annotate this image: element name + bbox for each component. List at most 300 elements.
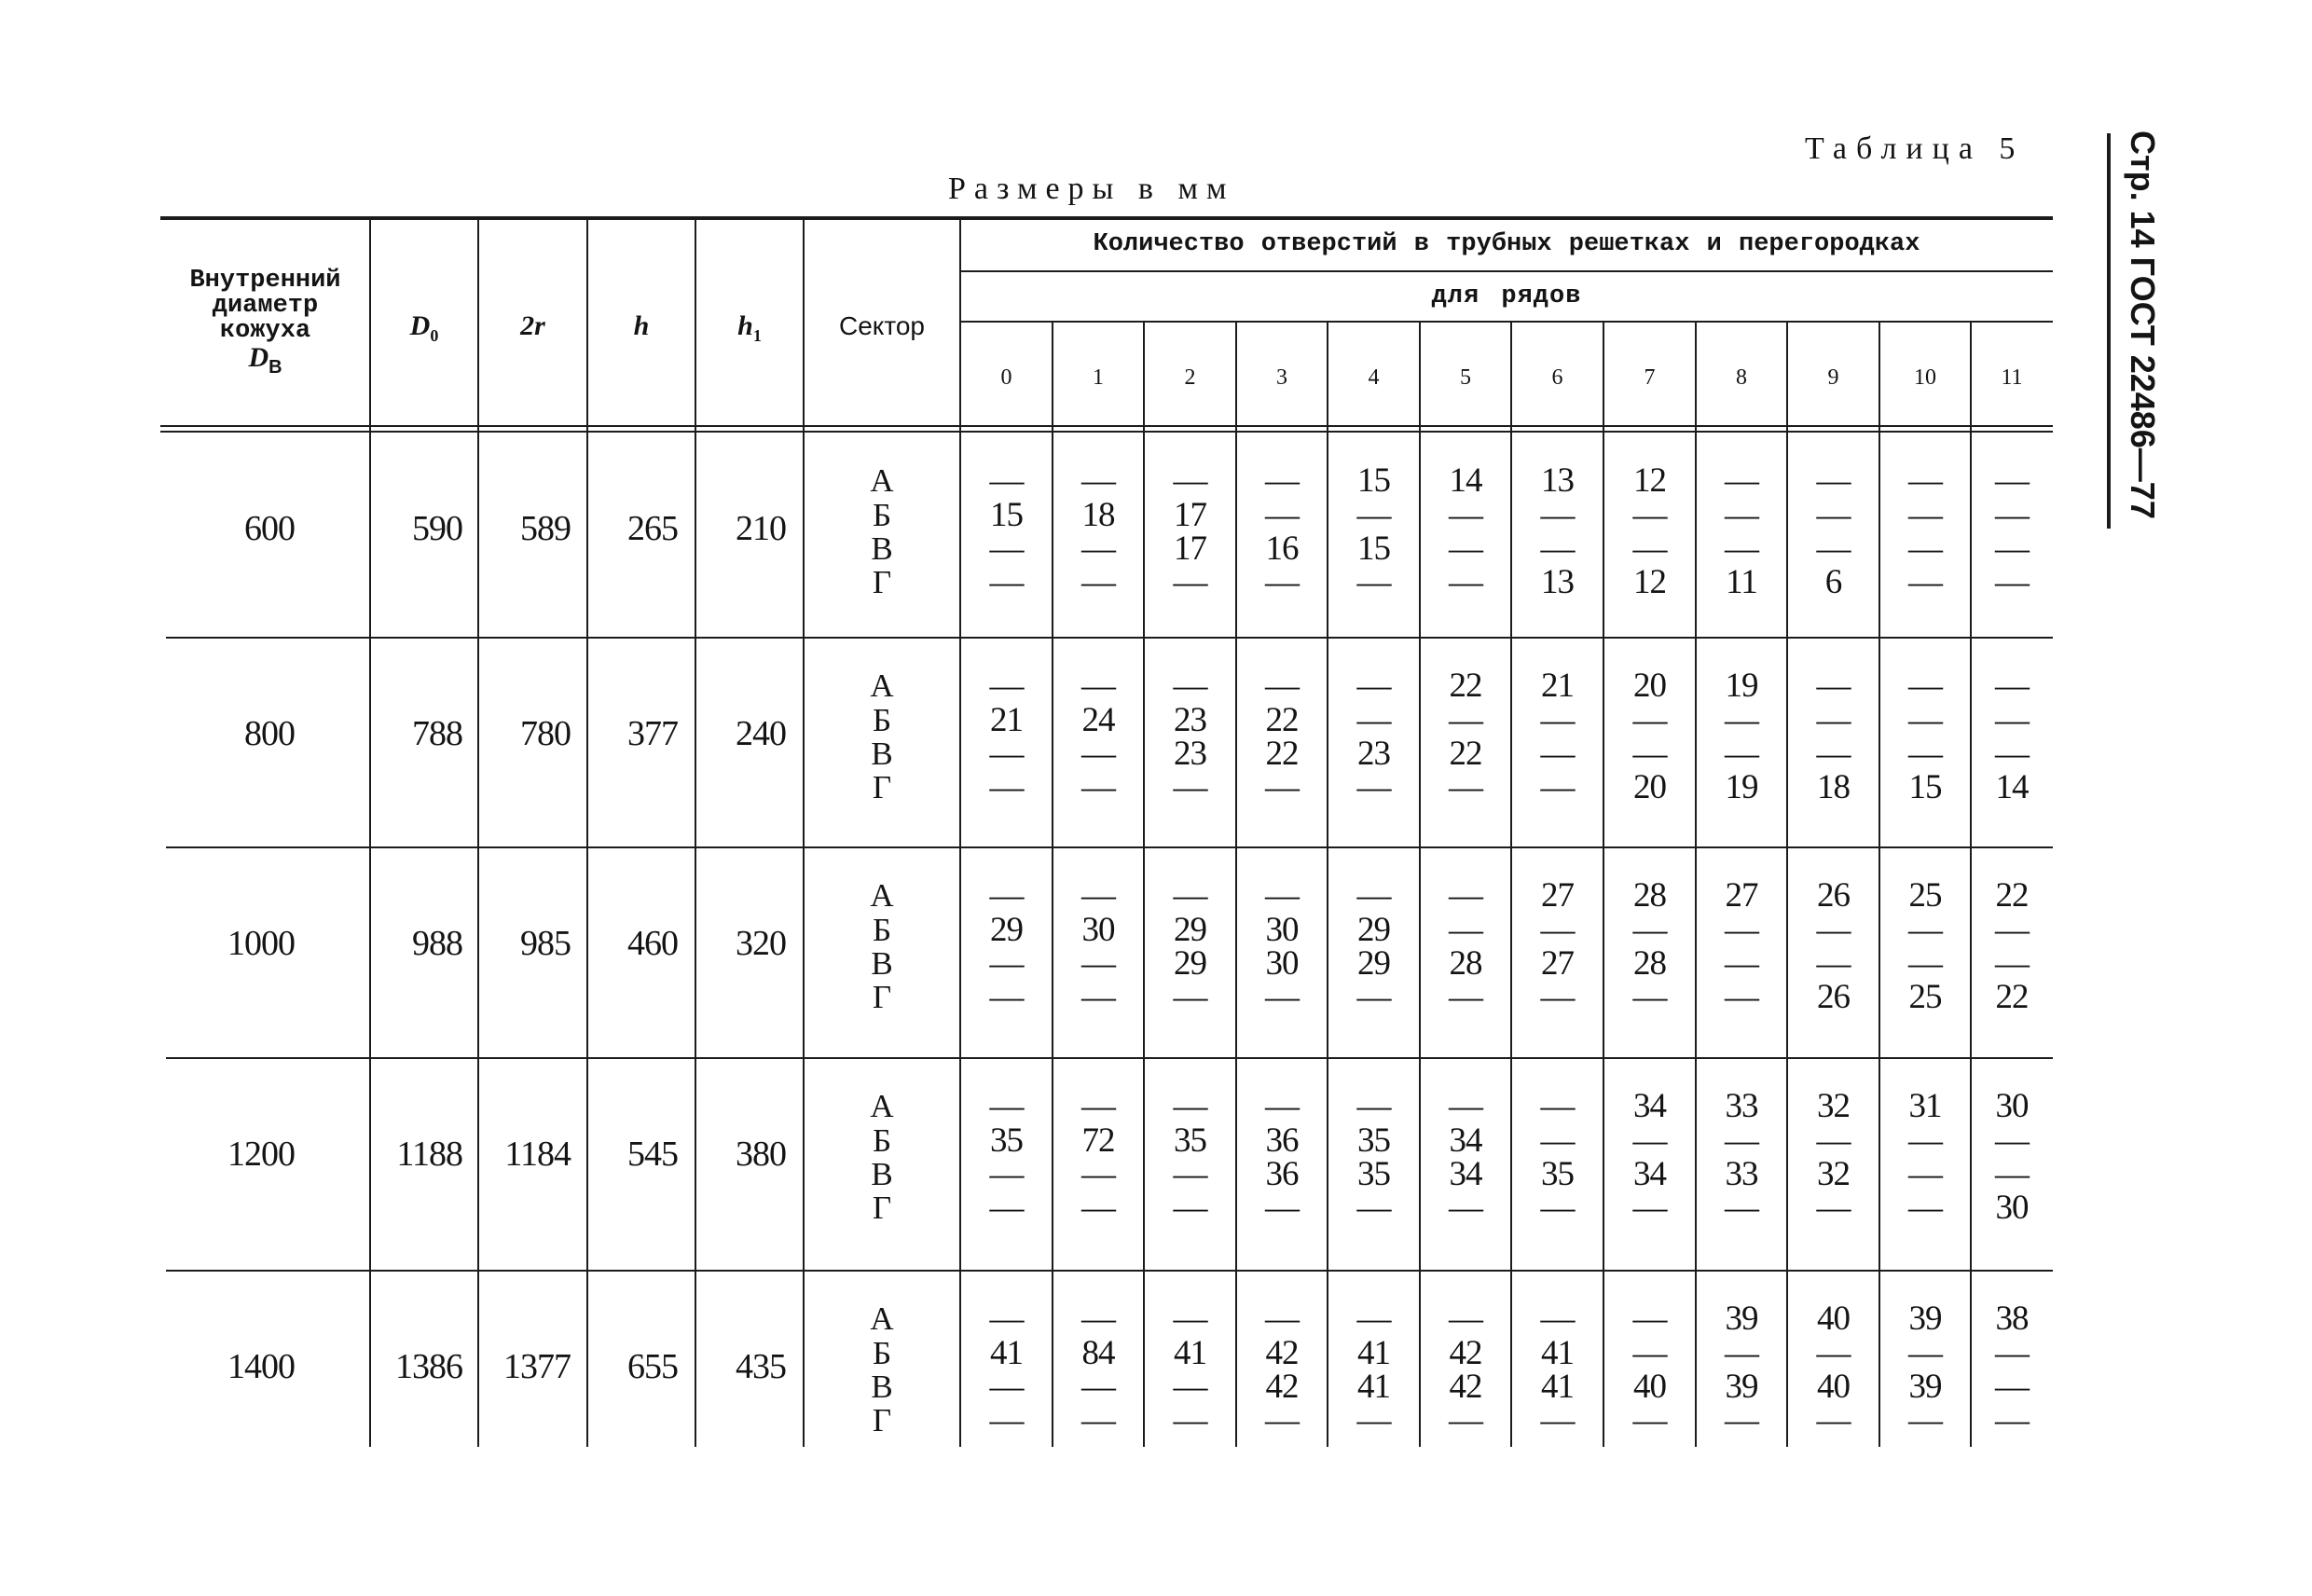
symbol-subscript: 1 [752, 326, 762, 345]
hole-count-cell: — [1908, 563, 1942, 601]
hole-count-cell: 15 [1357, 461, 1390, 500]
hole-count-cell: 14 [1449, 461, 1482, 500]
hole-count-cell: 42 [1265, 1368, 1299, 1406]
column-divider [1510, 323, 1512, 1447]
d0-value: 590 [412, 509, 462, 548]
hole-count-cell: 29 [1174, 944, 1206, 983]
hole-count-cell: — [1725, 701, 1758, 739]
hole-count-cell: 18 [1081, 496, 1115, 534]
hole-count-cell: 19 [1725, 768, 1758, 806]
table-row [160, 1058, 2053, 1271]
h1-value: 240 [736, 714, 786, 753]
hole-count-cell: — [1449, 701, 1482, 739]
hole-count-cell: 42 [1265, 1334, 1299, 1372]
hole-count-cell: 28 [1449, 944, 1482, 983]
hole-count-cell: — [1816, 735, 1851, 773]
hole-count-cell: 20 [1633, 768, 1666, 806]
hole-count-cell: 17 [1174, 530, 1206, 568]
inner-diameter-value: 600 [244, 509, 295, 548]
header-text-line: кожуха [219, 317, 311, 345]
hole-count-cell: — [1725, 944, 1758, 983]
hole-count-cell: — [1356, 768, 1391, 806]
hole-count-cell: — [1081, 563, 1115, 601]
h-value: 265 [627, 509, 678, 548]
hole-count-cell: 84 [1081, 1334, 1115, 1372]
hole-count-cell: — [989, 1368, 1024, 1406]
hole-count-cell: — [1356, 1087, 1391, 1125]
symbol-letter: D [248, 342, 269, 373]
hole-count-cell: 34 [1633, 1155, 1666, 1193]
hole-count-cell: — [1173, 1189, 1207, 1227]
hole-count-cell: — [1995, 496, 2029, 534]
two-r-value: 985 [520, 924, 571, 963]
hole-count-cell: 30 [1995, 1189, 2029, 1227]
hole-count-cell: — [1540, 1401, 1575, 1439]
two-r-value: 589 [520, 509, 571, 548]
sector-label: А [870, 667, 894, 704]
hole-count-cell: — [989, 768, 1024, 806]
hole-count-cell: 13 [1541, 563, 1574, 601]
hole-count-cell: 38 [1995, 1300, 2029, 1338]
symbol-letter: h [737, 310, 753, 341]
hole-count-cell: — [1356, 563, 1391, 601]
hole-count-cell: — [1265, 1401, 1299, 1439]
two-r-header: 2r [520, 310, 545, 341]
hole-count-cell: — [989, 1155, 1024, 1193]
sector-label: Г [872, 769, 892, 805]
hole-count-cell: 39 [1725, 1300, 1758, 1338]
row-number-label: 0 [1000, 365, 1012, 390]
header-count-rule [960, 270, 2053, 272]
hole-count-cell: — [1632, 1300, 1667, 1338]
hole-count-cell: — [1995, 911, 2029, 949]
hole-count-cell: — [1265, 461, 1299, 500]
h1-value: 380 [736, 1135, 786, 1174]
hole-count-cell: — [1816, 944, 1851, 983]
hole-count-cell: — [1995, 1155, 2029, 1193]
hole-count-cell: — [1081, 1401, 1115, 1439]
h-value: 545 [627, 1135, 678, 1174]
h1-value: 320 [736, 924, 786, 963]
hole-count-header: Количество отверстий в трубных решетках и перегородках [1093, 230, 1920, 258]
column-divider [1695, 323, 1697, 1447]
hole-count-cell: 15 [1357, 530, 1390, 568]
hole-count-cell: — [1449, 911, 1482, 949]
hole-count-cell: — [1540, 735, 1575, 773]
hole-count-cell: — [1173, 978, 1207, 1016]
hole-count-cell: — [1816, 530, 1851, 568]
hole-count-cell: — [1081, 1300, 1115, 1338]
hole-count-cell: — [1356, 1189, 1391, 1227]
hole-count-cell: 35 [1174, 1121, 1206, 1160]
hole-count-cell: — [1995, 1334, 2029, 1372]
header-bottom-rule [160, 425, 2053, 427]
hole-count-cell: — [989, 1401, 1024, 1439]
hole-count-cell: — [1081, 461, 1115, 500]
inner-diameter-value: 1400 [227, 1347, 295, 1386]
hole-count-cell: 23 [1174, 701, 1206, 739]
d0-value: 1386 [395, 1347, 462, 1386]
hole-count-cell: — [1081, 978, 1115, 1016]
hole-count-cell: — [1449, 876, 1482, 915]
hole-count-cell: — [1449, 978, 1482, 1016]
hole-count-cell: 22 [1995, 876, 2029, 915]
row-number-label: 9 [1827, 365, 1839, 390]
hole-count-cell: — [989, 1300, 1024, 1338]
hole-count-cell: 26 [1817, 978, 1850, 1016]
table-row [160, 638, 2053, 847]
hole-count-cell: — [1173, 1155, 1207, 1193]
row-number-label: 11 [2001, 365, 2023, 390]
table-row [160, 1271, 2053, 1445]
hole-count-cell: — [1449, 1300, 1482, 1338]
sector-label: В [871, 945, 893, 982]
sector-label: Г [872, 564, 892, 600]
hole-count-cell: — [1540, 1087, 1575, 1125]
hole-count-cell: — [1725, 978, 1758, 1016]
hole-count-cell: — [1540, 911, 1575, 949]
hole-count-cell: 39 [1908, 1368, 1942, 1406]
hole-count-cell: 22 [1449, 735, 1482, 773]
hole-count-cell: — [1725, 1121, 1758, 1160]
hole-count-cell: — [1173, 1368, 1207, 1406]
hole-count-cell: 32 [1817, 1155, 1850, 1193]
hole-count-cell: 13 [1541, 461, 1574, 500]
row-number-label: 4 [1368, 365, 1380, 390]
hole-count-cell: — [1540, 701, 1575, 739]
hole-count-cell: 35 [1357, 1121, 1390, 1160]
hole-count-cell: — [1908, 701, 1942, 739]
hole-count-cell: — [1995, 1401, 2029, 1439]
header-text-line: Внутренний [189, 267, 341, 295]
two-r-value: 780 [520, 714, 571, 753]
hole-count-cell: — [989, 978, 1024, 1016]
table-label: Таблица 5 [1805, 131, 2025, 166]
hole-count-cell: 22 [1449, 667, 1482, 705]
hole-count-cell: — [1265, 768, 1299, 806]
hole-count-cell: — [1356, 1300, 1391, 1338]
hole-count-cell: 29 [1357, 911, 1390, 949]
sector-label: Б [872, 1122, 892, 1159]
hole-count-cell: — [989, 563, 1024, 601]
symbol-letter: D [409, 310, 431, 341]
hole-count-cell: — [1632, 978, 1667, 1016]
column-divider [1786, 323, 1788, 1447]
hole-count-cell: 32 [1817, 1087, 1850, 1125]
hole-count-cell: 39 [1908, 1300, 1942, 1338]
row-number-label: 2 [1184, 365, 1196, 390]
hole-count-cell: — [1173, 563, 1207, 601]
hole-count-cell: 17 [1174, 496, 1206, 534]
hole-count-cell: — [1173, 1300, 1207, 1338]
hole-count-cell: 28 [1633, 876, 1666, 915]
hole-count-cell: 30 [1265, 911, 1299, 949]
hole-count-cell: — [1081, 1189, 1115, 1227]
hole-count-cell: — [1265, 1189, 1299, 1227]
hole-count-cell: — [1816, 1189, 1851, 1227]
inner-diameter-value: 800 [244, 714, 295, 753]
hole-count-cell: — [1725, 530, 1758, 568]
hole-count-cell: — [1816, 667, 1851, 705]
hole-count-cell: 31 [1908, 1087, 1942, 1125]
h-value: 655 [627, 1347, 678, 1386]
hole-count-cell: 41 [1357, 1368, 1390, 1406]
hole-count-cell: — [1995, 1368, 2029, 1406]
hole-count-cell: 12 [1633, 461, 1666, 500]
hole-count-cell: 24 [1081, 701, 1115, 739]
hole-count-cell: 30 [1081, 911, 1115, 949]
hole-count-cell: — [1540, 530, 1575, 568]
hole-count-cell: — [1081, 1155, 1115, 1193]
table-row [160, 433, 2053, 638]
hole-count-cell: — [1449, 1087, 1482, 1125]
hole-count-cell: — [989, 944, 1024, 983]
hole-count-cell: — [1908, 1334, 1942, 1372]
hole-count-cell: — [1632, 735, 1667, 773]
hole-count-cell: — [989, 530, 1024, 568]
header-text-line: диаметр [212, 292, 319, 320]
hole-count-cell: 30 [1265, 944, 1299, 983]
hole-count-cell: 11 [1726, 563, 1757, 601]
hole-count-cell: — [1995, 1121, 2029, 1160]
d0-value: 788 [412, 714, 462, 753]
hole-count-cell: — [1816, 1121, 1851, 1160]
hole-count-cell: 27 [1725, 876, 1758, 915]
hole-count-cell: — [1356, 701, 1391, 739]
hole-count-cell: — [1356, 978, 1391, 1016]
hole-count-cell: 21 [990, 701, 1023, 739]
hole-count-cell: 18 [1817, 768, 1850, 806]
hole-count-cell: — [1540, 978, 1575, 1016]
sector-label: Б [872, 702, 892, 738]
two-r-value: 1377 [503, 1347, 571, 1386]
hole-count-cell: 35 [990, 1121, 1023, 1160]
hole-count-cell: 27 [1541, 944, 1574, 983]
d0-value: 1188 [396, 1135, 462, 1174]
hole-count-cell: — [1449, 530, 1482, 568]
inner-diameter-value: 1200 [227, 1135, 295, 1174]
hole-count-cell: — [1540, 496, 1575, 534]
hole-count-cell: 20 [1633, 667, 1666, 705]
hole-count-cell: — [1995, 735, 2029, 773]
sector-label: Б [872, 1335, 892, 1371]
hole-count-cell: — [1725, 1401, 1758, 1439]
d0-value: 988 [412, 924, 462, 963]
sector-header: Сектор [838, 311, 925, 340]
d0-header [370, 306, 478, 347]
sector-label: А [870, 1300, 894, 1337]
hole-count-cell: 34 [1449, 1155, 1482, 1193]
hole-count-cell: 34 [1633, 1087, 1666, 1125]
hole-count-cell: — [1356, 876, 1391, 915]
row-number-label: 1 [1093, 365, 1104, 390]
hole-count-cell: — [1173, 1401, 1207, 1439]
hole-count-cell: — [1449, 496, 1482, 534]
row-number-label: 8 [1736, 365, 1747, 390]
hole-count-cell: — [1356, 496, 1391, 534]
row-number-label: 5 [1460, 365, 1471, 390]
hole-count-cell: 6 [1824, 563, 1842, 601]
hole-count-cell: — [1908, 1189, 1942, 1227]
hole-count-cell: — [1173, 768, 1207, 806]
side-page-header: Стр. 14 ГОСТ 22486—77 [2124, 131, 2162, 519]
hole-count-cell: — [1173, 876, 1207, 915]
units-caption: Размеры в мм [948, 172, 1235, 206]
hole-count-cell: — [989, 1087, 1024, 1125]
hole-count-cell: — [1265, 563, 1299, 601]
hole-count-cell: — [1449, 1189, 1482, 1227]
hole-count-cell: — [1995, 563, 2029, 601]
hole-count-cell: 12 [1633, 563, 1666, 601]
hole-count-cell: — [1449, 1401, 1482, 1439]
hole-count-cell: — [1265, 978, 1299, 1016]
hole-count-cell: 36 [1265, 1121, 1299, 1160]
hole-count-cell: 22 [1265, 701, 1299, 739]
hole-count-cell: 29 [1357, 944, 1390, 983]
hole-count-cell: — [1632, 1121, 1667, 1160]
hole-count-cell: 33 [1725, 1087, 1758, 1125]
hole-count-cell: — [1265, 667, 1299, 705]
hole-count-cell: — [1081, 735, 1115, 773]
rows-subheader: для рядов [1431, 282, 1582, 310]
sector-label: Г [872, 1402, 892, 1438]
column-divider [1327, 323, 1328, 1447]
hole-count-cell: 26 [1817, 876, 1850, 915]
hole-count-cell: 22 [1995, 978, 2029, 1016]
hole-count-cell: — [1816, 1401, 1851, 1439]
hole-count-cell: — [1081, 530, 1115, 568]
hole-count-cell: — [1540, 768, 1575, 806]
hole-count-cell: 41 [990, 1334, 1023, 1372]
inner-diameter-symbol [160, 344, 370, 381]
column-divider [1878, 323, 1880, 1447]
sector-label: В [871, 1369, 893, 1405]
h-value: 460 [627, 924, 678, 963]
hole-count-cell: 25 [1908, 876, 1942, 915]
hole-count-cell: 35 [1357, 1155, 1390, 1193]
hole-count-cell: — [1995, 667, 2029, 705]
hole-count-cell: — [1816, 496, 1851, 534]
h-header: h [633, 310, 650, 341]
hole-count-cell: — [1725, 735, 1758, 773]
table-top-rule [160, 216, 2053, 220]
column-divider [1603, 323, 1604, 1447]
hole-count-cell: — [1908, 530, 1942, 568]
hole-count-cell: 30 [1995, 1087, 2029, 1125]
hole-count-cell: 39 [1725, 1368, 1758, 1406]
hole-count-cell: 41 [1357, 1334, 1390, 1372]
hole-count-cell: 19 [1725, 667, 1758, 705]
hole-count-cell: — [1908, 496, 1942, 534]
column-divider [1235, 323, 1237, 1447]
row-number-label: 10 [1914, 365, 1936, 390]
hole-count-cell: — [1173, 1087, 1207, 1125]
hole-count-cell: 41 [1174, 1334, 1206, 1372]
hole-count-cell: 33 [1725, 1155, 1758, 1193]
hole-count-cell: 42 [1449, 1368, 1482, 1406]
h1-value: 435 [736, 1347, 786, 1386]
hole-count-cell: — [989, 461, 1024, 500]
hole-count-cell: — [1908, 461, 1942, 500]
hole-count-cell: — [1632, 911, 1667, 949]
hole-count-cell: 72 [1081, 1121, 1115, 1160]
hole-count-cell: — [1540, 1189, 1575, 1227]
inner-diameter-header [160, 268, 370, 381]
hole-count-cell: — [1449, 563, 1482, 601]
hole-count-cell: — [1816, 1334, 1851, 1372]
hole-count-cell: 23 [1174, 735, 1206, 773]
hole-count-cell: — [1265, 1087, 1299, 1125]
hole-count-cell: 15 [990, 496, 1023, 534]
hole-count-cell: — [1908, 1155, 1942, 1193]
column-divider [1419, 323, 1421, 1447]
hole-count-cell: — [1725, 496, 1758, 534]
column-divider [1970, 323, 1972, 1447]
hole-count-cell: — [1540, 1300, 1575, 1338]
row-number-label: 7 [1644, 365, 1656, 390]
hole-count-cell: — [1173, 667, 1207, 705]
row-number-label: 6 [1551, 365, 1563, 390]
sector-label: Г [872, 979, 892, 1015]
hole-count-cell: 34 [1449, 1121, 1482, 1160]
symbol-subscript: 0 [430, 326, 439, 345]
hole-count-cell: — [1816, 911, 1851, 949]
hole-count-cell: 15 [1908, 768, 1942, 806]
hole-count-cell: — [1908, 1401, 1942, 1439]
sector-label: А [870, 1088, 894, 1124]
sector-label: В [871, 736, 893, 772]
hole-count-cell: — [1632, 1401, 1667, 1439]
hole-count-cell: — [1081, 768, 1115, 806]
sector-label: Б [872, 497, 892, 533]
sector-label: А [870, 462, 894, 499]
hole-count-cell: 36 [1265, 1155, 1299, 1193]
sector-label: В [871, 1156, 893, 1192]
hole-count-cell: 40 [1817, 1300, 1850, 1338]
column-divider [1052, 323, 1053, 1447]
hole-count-cell: — [1908, 1121, 1942, 1160]
h1-header [695, 306, 804, 347]
sector-label: Г [872, 1190, 892, 1226]
hole-count-cell: 14 [1995, 768, 2029, 806]
hole-count-cell: — [1081, 944, 1115, 983]
hole-count-cell: — [989, 1189, 1024, 1227]
hole-count-cell: — [989, 735, 1024, 773]
hole-count-cell: 29 [990, 911, 1023, 949]
hole-count-cell: 29 [1174, 911, 1206, 949]
hole-count-cell: — [1632, 530, 1667, 568]
hole-count-cell: — [1995, 944, 2029, 983]
sector-label: Б [872, 912, 892, 948]
hole-count-cell: — [1908, 911, 1942, 949]
hole-count-cell: 23 [1357, 735, 1390, 773]
hole-count-cell: — [989, 667, 1024, 705]
hole-count-cell: — [1908, 667, 1942, 705]
hole-count-cell: — [1265, 1300, 1299, 1338]
hole-count-cell: — [1816, 461, 1851, 500]
hole-count-cell: 22 [1265, 735, 1299, 773]
hole-count-cell: — [1265, 496, 1299, 534]
hole-count-cell: 27 [1541, 876, 1574, 915]
hole-count-cell: — [1725, 1189, 1758, 1227]
hole-count-cell: — [1632, 701, 1667, 739]
side-rule [2107, 133, 2111, 529]
hole-count-cell: 40 [1633, 1368, 1666, 1406]
two-r-value: 1184 [504, 1135, 571, 1174]
hole-count-cell: — [1173, 461, 1207, 500]
hole-count-cell: — [1540, 1121, 1575, 1160]
hole-count-cell: — [1632, 496, 1667, 534]
